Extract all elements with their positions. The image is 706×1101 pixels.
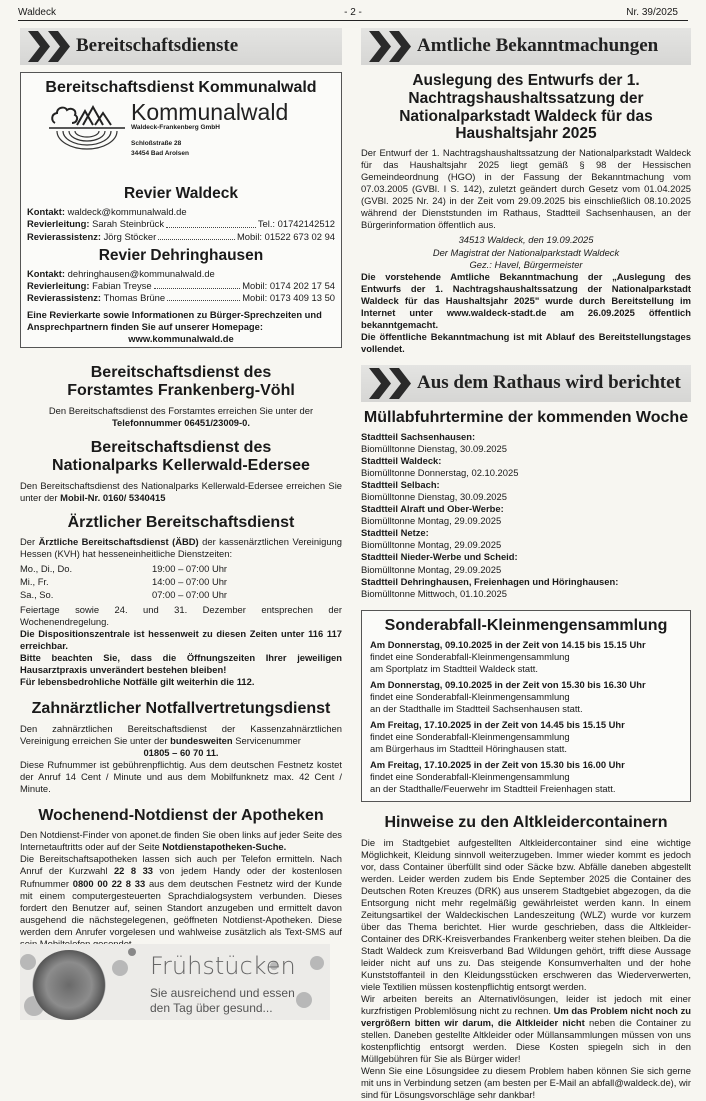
altkleider-p3: Wenn Sie eine Lösungsidee zu diesem Problem haben können Sie sich gerne mit uns in Verbindung setzen (am besten per E-Mail an abfall@waldeck.de), wir sind für Lösungsvorschläge sehr dankbar! bbox=[361, 1065, 691, 1101]
entry-location: am Sportplatz im Stadtteil Waldeck statt. bbox=[370, 663, 538, 675]
schedule-days: Mo., Di., Do. bbox=[20, 563, 73, 575]
zahnaerztlich-text bbox=[20, 723, 342, 747]
notice-body: Der Entwurf der 1. Nachtragshaushaltssatzung der Nationalparkstadt Waldeck für das Haushaltsjahr 2025 liegt gemäß § 98 der Hessischen Gemeindeordnung (HGO) in der Fassung der Bekanntmachung vom 07.03.2005 (GVBl. I S. 142), zuletzt geändert durch Gesetz vom 01.04.2025 (GVBl. 2025 Nr. 24) in der Zeit vom 29.09.2025 bis einschließlich 08.10.2025 während der Dienststunden im Rathaus, Stadtteil Sachsenhausen, an der Bürgerinformation öffentlich aus. bbox=[361, 147, 691, 231]
entry-line: findet eine Sonderabfall-Kleinmengensammlung bbox=[370, 691, 570, 703]
kommunalwald-title: Bereitschaftsdienst Kommunalwald bbox=[45, 79, 317, 96]
leitung-phone: Tel.: 01742142512 bbox=[257, 218, 335, 230]
header-issue: Nr. 39/2025 bbox=[626, 7, 678, 18]
section-band-amtliche bbox=[361, 28, 691, 65]
dispositionszentrale-text: Die Dispositionszentrale ist hessenweit zu diesen Zeiten unter 116 117 erreichbar. bbox=[20, 628, 342, 652]
sonderabfall-entry bbox=[370, 679, 682, 715]
schedule-time: 07:00 – 07:00 Uhr bbox=[152, 588, 228, 600]
muell-district: Stadtteil Netze: bbox=[361, 527, 429, 539]
aerztlich-intro bbox=[20, 536, 342, 560]
cereal-bowl-image bbox=[32, 950, 106, 1020]
notice-completion: Die öffentliche Bekanntmachung ist mit Ablauf des Bereitstellungstages vollendet. bbox=[361, 330, 691, 354]
entry-line: findet eine Sonderabfall-Kleinmengensammlung bbox=[370, 771, 570, 783]
zahnaerztlich-title: Zahnärztlicher Notfallvertretungsdienst bbox=[31, 700, 331, 718]
revier-dehringhausen-title: Revier Dehringhausen bbox=[98, 246, 264, 264]
assistenz-label: Revierassistenz: bbox=[27, 292, 101, 304]
muell-date: Biomülltonne Montag, 29.09.2025 bbox=[361, 515, 502, 527]
double-chevron-icon bbox=[28, 31, 72, 62]
schedule-time: 19:00 – 07:00 Uhr bbox=[152, 563, 228, 575]
entry-location: an der Stadthalle im Stadtteil Sachsenhausen statt. bbox=[370, 703, 583, 715]
forstamt-phone: Telefonnummer 06451/23009-0. bbox=[112, 416, 250, 428]
notice-sign-place-date: 34513 Waldeck, den 19.09.2025 bbox=[458, 234, 594, 246]
revier-waldeck-title: Revier Waldeck bbox=[123, 185, 238, 203]
entry-location: an der Stadthalle/Feuerwehr im Stadtteil Freienhagen statt. bbox=[370, 783, 616, 795]
holidays-text: Feiertage sowie 24. und 31. Dezember entsprechen der Wochenendregelung. bbox=[20, 604, 342, 628]
altkleider-p1: Die im Stadtgebiet aufgestellten Altkleidercontainer sind eine wichtige Möglichkeit, Kleidung sinnvoll weiterzugeben. Immer wieder kommt es jedoch vor, dass Container überfüllt sind oder Säcke bzw. Abfälle daneben abgestellt werden. Leider werden zudem bis Ende September 2025 die Container des Deutschen Roten Kreuzes (DRK) aus unserem Stadtgebiet abgezogen, da die Entsorgung nicht mehr regelmäßig gewährleistet werden kann. In einem Zeitungsartikel der Waldeckischen Landeszeitung (WLZ) wurde vor kurzem über das Thema berichtet. Hier wurde geschrieben, dass die Altkleider-Container des DRK-Kreisverbandes Frankenberg weiter stehen bleiben. Da die Stadt Waldeck zum Kreisverband Bad Wildungen gehört, trifft diese Aussage leider nicht auf uns zu. Das steigende Konsumverhalten und der hohe Kunststoffanteil in den Kleidungsstücken erschweren das Wiederverwerten, viele Textilien müssen kostenpflichtig entsorgt werden. bbox=[361, 836, 691, 993]
schedule-days: Sa., So. bbox=[20, 588, 54, 600]
apo-text: Den Notdienst-Finder von aponet.de finden Sie oben links auf jeder Seite des Internetauftritts oder auf der Seite bbox=[20, 829, 342, 853]
aerztlich-schedule bbox=[20, 563, 342, 601]
zahn-phone-number: 01805 – 60 70 11 bbox=[143, 746, 216, 758]
muell-date: Biomülltonne Montag, 29.09.2025 bbox=[361, 563, 502, 575]
double-chevron-icon bbox=[369, 31, 413, 62]
double-chevron-icon bbox=[369, 368, 413, 399]
entry-line: findet eine Sonderabfall-Kleinmengensammlung bbox=[370, 651, 570, 663]
notice-sign-mayor: Gez.: Havel, Bürgermeister bbox=[469, 258, 583, 270]
kommunalwald-logo bbox=[49, 101, 335, 179]
leitung-phone: Mobil: 0174 202 17 54 bbox=[242, 279, 335, 291]
schedule-row bbox=[20, 576, 342, 589]
entry-when: Am Freitag, 17.10.2025 in der Zeit von 15.30 bis 16.00 Uhr bbox=[370, 759, 625, 771]
dehringhausen-email-link[interactable]: dehringhausen@kommunalwald.de bbox=[67, 267, 215, 279]
header-town: Waldeck bbox=[18, 7, 56, 18]
forstamt-text: Den Bereitschaftsdienst des Forstamtes erreichen Sie unter der bbox=[48, 404, 314, 416]
kurzwahl: 22 8 33 bbox=[113, 865, 154, 877]
entry-when: Am Donnerstag, 09.10.2025 in der Zeit von 14.15 bis 15.15 Uhr bbox=[370, 639, 646, 650]
kontakt-label: Kontakt: bbox=[27, 267, 66, 279]
forest-logo-icon bbox=[49, 101, 125, 153]
schedule-row bbox=[20, 589, 342, 602]
header-page-number: - 2 - bbox=[344, 7, 362, 18]
sonderabfall-entry bbox=[370, 759, 682, 795]
muell-date: Biomülltonne Mittwoch, 01.10.2025 bbox=[361, 587, 507, 599]
notdienst-suche-link[interactable]: Notdienstapotheken-Suche. bbox=[162, 841, 287, 853]
muell-district: Stadtteil Sachsenhausen: bbox=[361, 431, 476, 443]
altkleider-title: Hinweise zu den Altkleidercontainern bbox=[384, 814, 668, 832]
muell-district: Stadtteil Selbach: bbox=[361, 479, 440, 491]
entry-location: am Bürgerhaus im Stadtteil Höringhausen statt. bbox=[370, 743, 567, 755]
ad-line: den Tag über gesund... bbox=[150, 1001, 273, 1015]
section-title: Amtliche Bekanntmachungen bbox=[417, 35, 659, 56]
apo-text: von jedem Handy oder der kostenlosen Rufnummer bbox=[20, 865, 342, 889]
waldeck-email-link[interactable]: waldeck@kommunalwald.de bbox=[67, 206, 187, 218]
zahn-cost: Diese Rufnummer ist gebührenpflichtig. Aus dem deutschen Festnetz kostet der Anruf 14 Cent / Minute und aus dem Mobilfunknetz max. 42 Cent / Minute. bbox=[20, 758, 342, 794]
right-column bbox=[361, 28, 691, 1101]
section-title: Aus dem Rathaus wird berichtet bbox=[417, 371, 681, 393]
entry-when: Am Freitag, 17.10.2025 in der Zeit von 14.45 bis 15.15 Uhr bbox=[370, 719, 625, 731]
muell-district: Stadtteil Dehringhausen, Freienhagen und Höringhausen: bbox=[361, 575, 619, 587]
notice-publication: Die vorstehende Amtliche Bekanntmachung der „Auslegung des Entwurfs der 1. Nachtragshaushaltssatzung der Nationalparkstadt Waldeck für das Haushaltsjahr 2025" wurde durch Bereitstellung im Internet unter www.waldeck-stadt.de am 26.09.2025 öffentlich bekanntgemacht. bbox=[361, 270, 691, 330]
left-column bbox=[20, 28, 342, 950]
entry-line: findet eine Sonderabfall-Kleinmengensammlung bbox=[370, 731, 570, 743]
schedule-time: 14:00 – 07:00 Uhr bbox=[152, 575, 228, 587]
logo-subtitle: Waldeck-Frankenberg GmbH bbox=[131, 124, 220, 132]
section-band-rathaus bbox=[361, 365, 691, 402]
assistenz-phone: Mobil: 01522 673 02 94 bbox=[237, 230, 335, 242]
muell-date: Biomülltonne Montag, 29.09.2025 bbox=[361, 539, 502, 551]
sonderabfall-title: Sonderabfall-Kleinmengensammlung bbox=[384, 616, 668, 634]
muell-district: Stadtteil Alraft und Ober-Werbe: bbox=[361, 503, 504, 515]
notice-title: Auslegung des Entwurfs der 1. Nachtragshaushaltssatzung der Nationalparkstadt Waldeck für das Haushaltsjahr 2025 bbox=[399, 72, 653, 143]
zahn-phone: 01805 – 60 70 11. bbox=[143, 746, 219, 758]
muell-district: Stadtteil Waldeck: bbox=[361, 455, 442, 467]
leitung-label: Revierleitung: bbox=[27, 218, 90, 230]
revierkarte-info: Eine Revierkarte sowie Informationen zu Bürger-Sprechzeiten und bbox=[27, 309, 322, 321]
aerztlich-title: Ärztlicher Bereitschaftsdienst bbox=[67, 513, 295, 531]
sonderabfall-entry bbox=[370, 639, 682, 675]
nationalpark-phone: Mobil-Nr. 0160/ 5340415 bbox=[60, 491, 166, 503]
logo-city: 34454 Bad Arolsen bbox=[131, 150, 189, 158]
logo-street: Schloßstraße 28 bbox=[131, 140, 182, 148]
assistenz-phone: Mobil: 0173 409 13 50 bbox=[242, 292, 335, 304]
assistenz-name: Thomas Brüne bbox=[103, 292, 166, 304]
leitung-label: Revierleitung: bbox=[27, 279, 90, 291]
apo-text: Die Bereitschaftsapotheken lassen sich auch per Telefon ermitteln. Nach Anruf der Kurzwahl bbox=[20, 853, 342, 877]
fruehstuecken-ad bbox=[20, 944, 330, 1020]
muell-district: Stadtteil Nieder-Werbe und Scheid: bbox=[361, 551, 518, 563]
ad-line: Sie ausreichend und essen bbox=[150, 986, 295, 1000]
intro-text: Der bbox=[20, 536, 39, 548]
nationalpark-title: Bereitschaftsdienst des Nationalparks Kellerwald-Edersee bbox=[52, 438, 310, 475]
notfall-text: Für lebensbedrohliche Notfälle gilt weiterhin die 112. bbox=[20, 676, 255, 688]
muell-list bbox=[361, 431, 691, 599]
p2-bold: Um das Problem nicht noch zu vergrößern bitten wir darum, die Altkleider nicht bbox=[361, 1005, 691, 1029]
sonderabfall-entry bbox=[370, 719, 682, 755]
kontakt-label: Kontakt: bbox=[27, 206, 66, 218]
zahn-bold: bundesweiten bbox=[170, 734, 233, 746]
schedule-row bbox=[20, 563, 342, 576]
apotheken-title: Wochenend-Notdienst der Apotheken bbox=[38, 807, 324, 824]
intro-text-2: der kassenärztlichen Vereinigung Hessen (KVH) hat hesseneinheitliche Dienstzeiten: bbox=[20, 536, 342, 560]
muell-date: Biomülltonne Dienstag, 30.09.2025 bbox=[361, 491, 507, 503]
assistenz-label: Revierassistenz: bbox=[27, 230, 101, 242]
muell-title: Müllabfuhrtermine der kommenden Woche bbox=[363, 408, 689, 426]
nationalpark-text-body: Den Bereitschaftsdienst des Nationalparks Kellerwald-Edersee erreichen Sie unter der bbox=[20, 479, 342, 503]
apotheken-text-2 bbox=[20, 853, 342, 949]
altkleider-p2 bbox=[361, 993, 691, 1065]
p2-text: Wir arbeiten bereits an Alternativlösungen, leider ist jedoch mit einer kurzfristigen Problemlösung nicht zu rechnen. bbox=[361, 993, 691, 1017]
entry-when: Am Donnerstag, 09.10.2025 in der Zeit von 15.30 bis 16.30 Uhr bbox=[370, 679, 646, 691]
zahn-text: Den zahnärztlichen Bereitschaftsdienst der Kassenzahnärztlichen Vereinigung erreichen Sie unter der bbox=[20, 722, 342, 746]
muell-date: Biomülltonne Dienstag, 30.09.2025 bbox=[361, 443, 507, 455]
ansprechpartner-info: Ansprechpartnern finden Sie auf unserer Homepage: bbox=[27, 321, 263, 333]
homepage-link[interactable]: www.kommunalwald.de bbox=[128, 333, 234, 345]
rufnummer: 0800 00 22 8 33 bbox=[72, 877, 146, 889]
ad-text bbox=[150, 986, 295, 1016]
notice-sign-magistrat: Der Magistrat der Nationalparkstadt Waldeck bbox=[432, 246, 620, 258]
muell-date: Biomülltonne Donnerstag, 02.10.2025 bbox=[361, 467, 519, 479]
nationalpark-text bbox=[20, 480, 342, 504]
zahn-text-2: Servicenummer bbox=[232, 734, 301, 746]
logo-name: Kommunalwald bbox=[131, 99, 289, 126]
schedule-days: Mi., Fr. bbox=[20, 575, 49, 587]
assistenz-name: Jörg Stöcker bbox=[103, 230, 157, 242]
leitung-name: Fabian Treyse bbox=[92, 279, 152, 291]
leitung-name: Sarah Steinbrück bbox=[92, 218, 165, 230]
ad-title: Frühstücken bbox=[150, 952, 296, 980]
apotheken-text-1 bbox=[20, 829, 342, 853]
page-header bbox=[18, 6, 688, 21]
kommunalwald-box bbox=[20, 72, 342, 348]
hausarztpraxis-text: Bitte beachten Sie, dass die Öffnungszeiten Ihrer jeweiligen Hausarztpraxis unverändert bestehen bleiben! bbox=[20, 652, 342, 676]
apo-text: aus dem deutschen Festnetz wird der Kunde mit einem computergesteuerten Sprachdialogsystem verbunden. Dieses fordert den Benutzer auf, seinen Standort anzugeben und ermittelt davon ausgehend die nächstegelegenen, geöffneten Notdienst-Apotheken. Diese werden dem Anrufer vorgelesen und wahlweise zusätzlich als Text-SMS auf bbox=[20, 877, 342, 937]
intro-bold: Ärztliche Bereitschaftsdienst (ÄBD) bbox=[38, 536, 199, 548]
p2-text-2: neben die Container zu stellen. Daneben gestellte Altkleider oder Müllansammlungen müssen von uns kostenpflichtig entsorgt werden. Diese Kosten spiegeln sich in den Müllgebühren für Sie als Bürger wider! bbox=[361, 1017, 691, 1065]
section-title: Bereitschaftsdienste bbox=[76, 35, 239, 56]
sonderabfall-box bbox=[361, 610, 691, 803]
forstamt-title: Bereitschaftsdienst des Forstamtes Frankenberg-Vöhl bbox=[67, 364, 295, 400]
section-band-bereitschaftsdienste bbox=[20, 28, 342, 65]
